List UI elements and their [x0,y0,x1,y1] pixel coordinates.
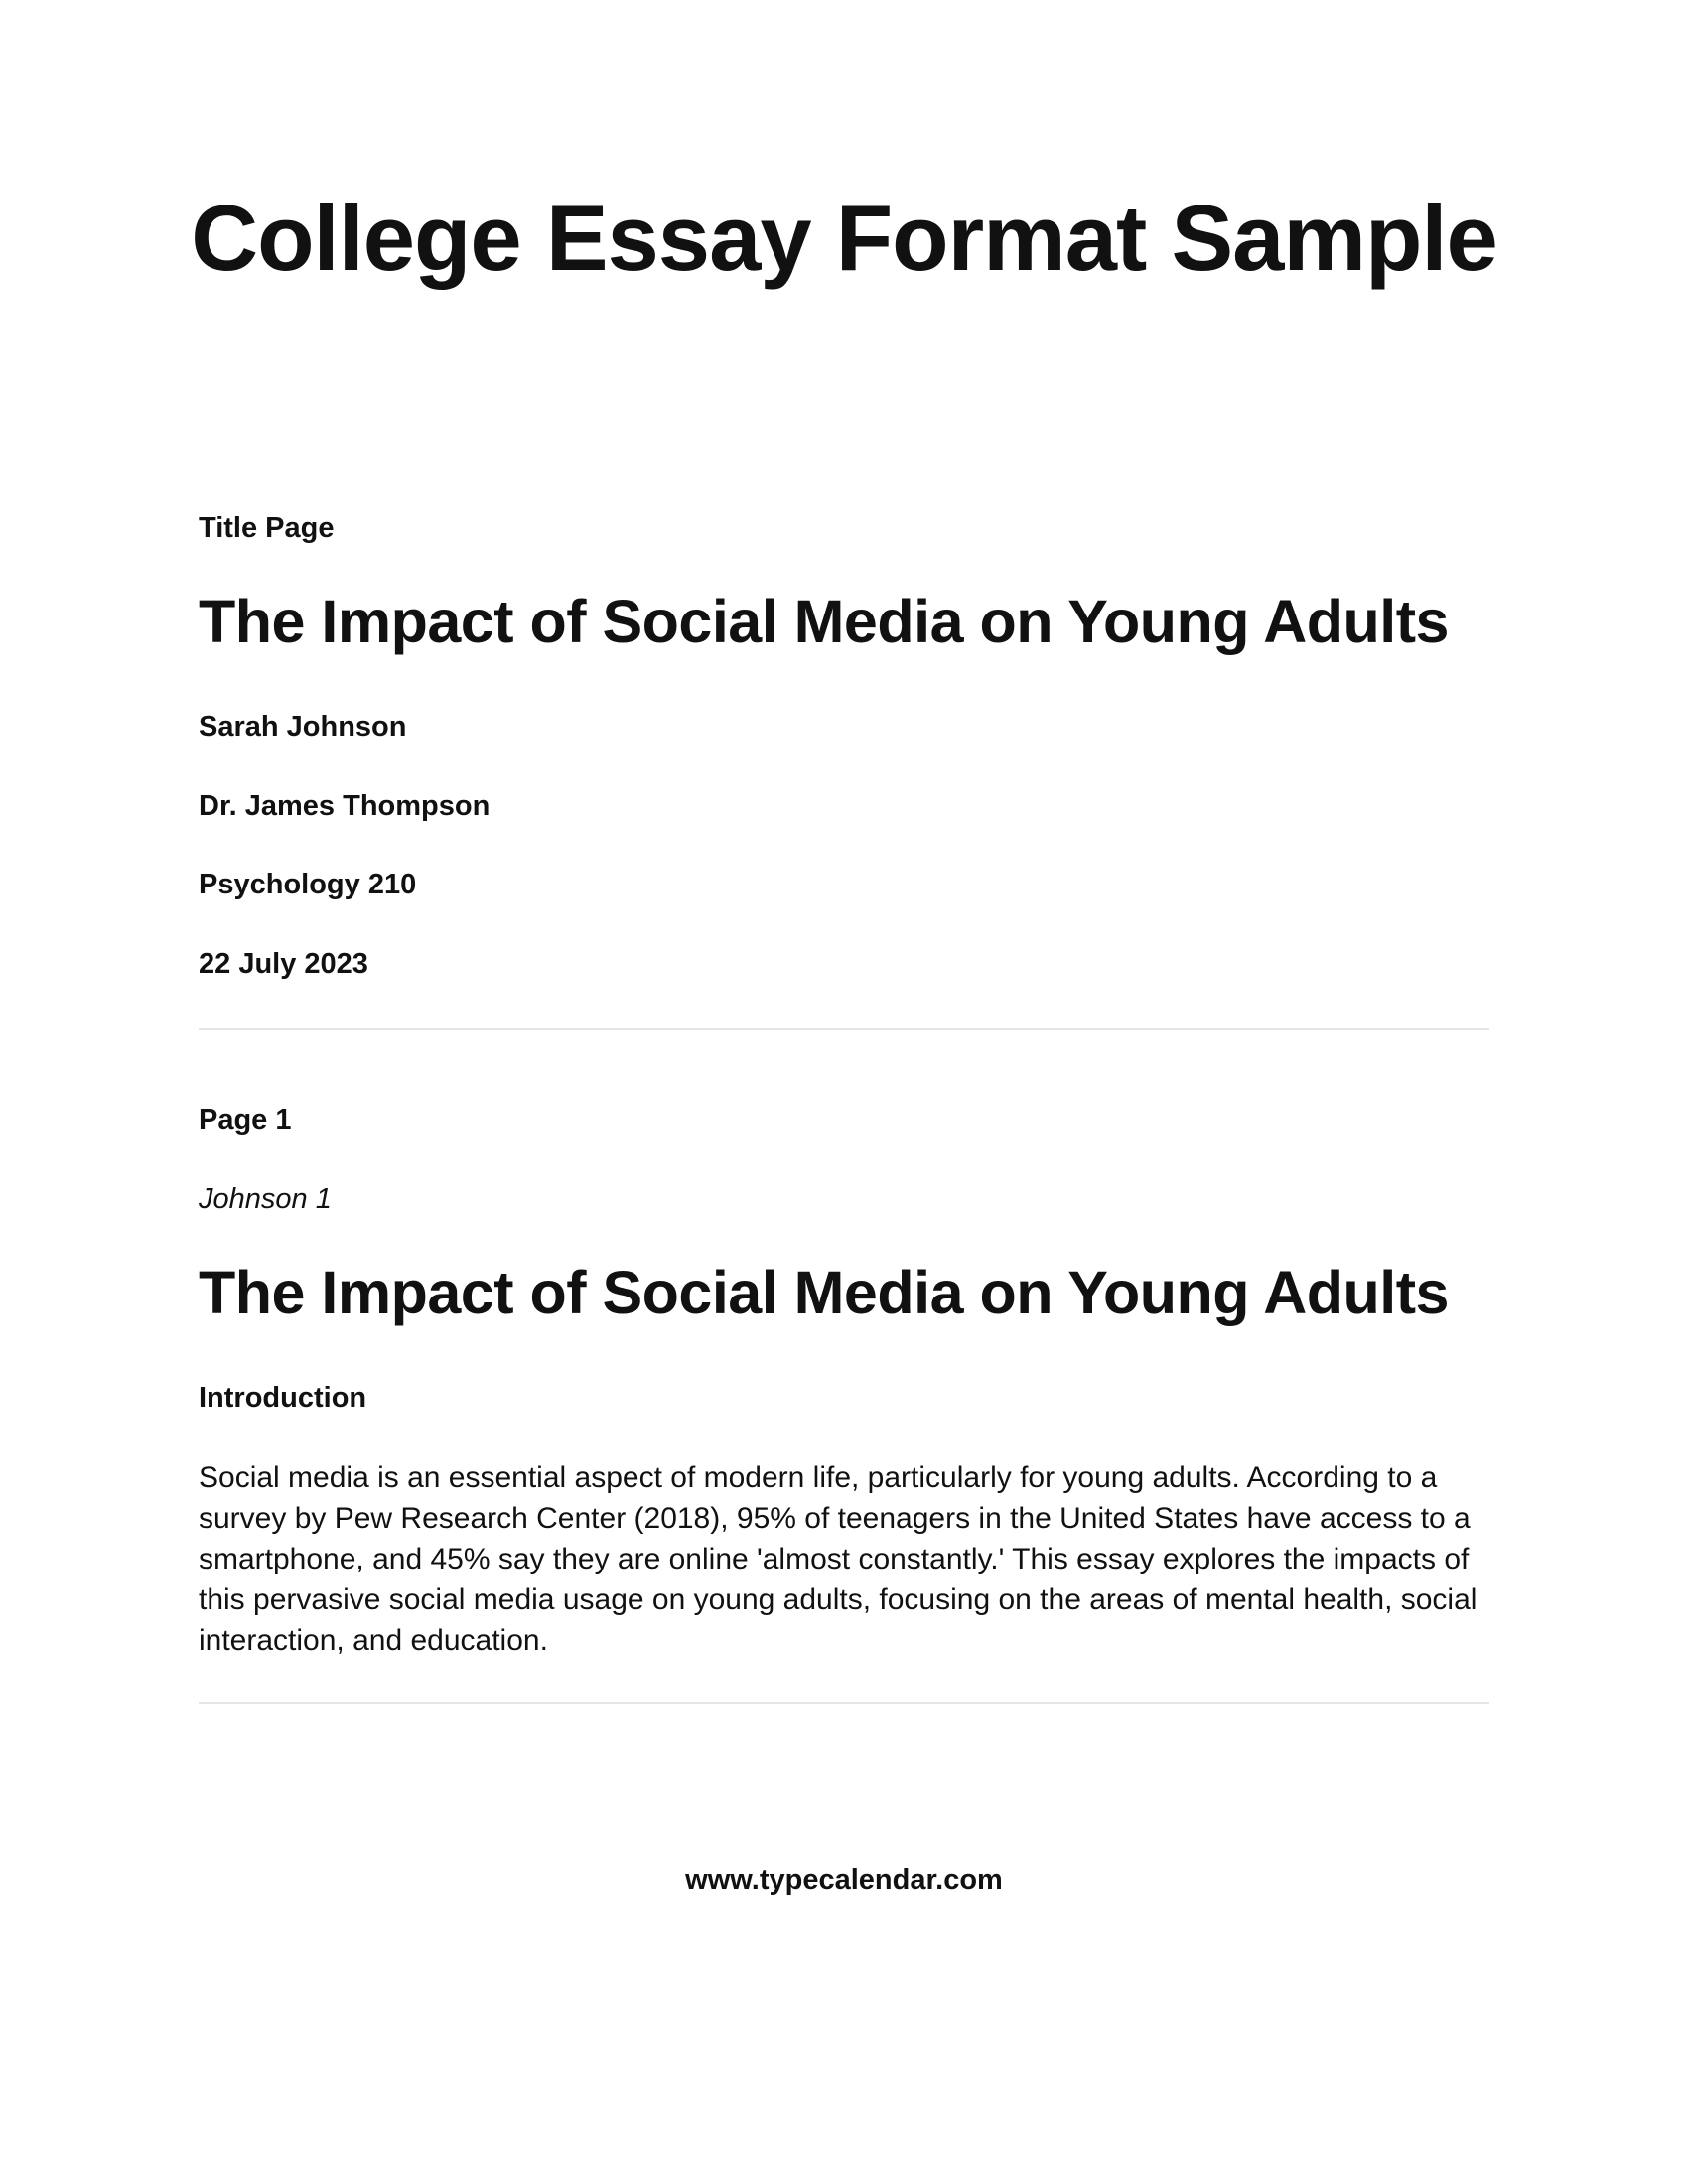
section-divider [199,1702,1489,1704]
page1-essay-title: The Impact of Social Media on Young Adults [199,1259,1449,1326]
instructor-name: Dr. James Thompson [199,790,491,822]
title-page-label: Title Page [199,512,335,544]
essay-date: 22 July 2023 [199,948,368,980]
footer-url[interactable]: www.typecalendar.com [685,1864,1003,1896]
section-divider [199,1028,1489,1030]
page-title: College Essay Format Sample [191,186,1497,290]
introduction-paragraph: Social media is an essential aspect of modern life, particularly for young adults. According to a survey by Pew Research Center (2018), 95% of teenagers in the United States have access to a smartphone, and 45% say they are online 'almost constantly.' This essay explores the impacts of this pervasive social media usage on young adults, focusing on the areas of mental health, social interaction, and education. [199,1461,1477,1657]
title-page-essay-title: The Impact of Social Media on Young Adults [199,588,1449,655]
running-head: Johnson 1 [199,1183,332,1215]
course-name: Psychology 210 [199,869,417,900]
introduction-heading: Introduction [199,1382,367,1414]
page1-label: Page 1 [199,1104,292,1136]
author-name: Sarah Johnson [199,711,407,743]
